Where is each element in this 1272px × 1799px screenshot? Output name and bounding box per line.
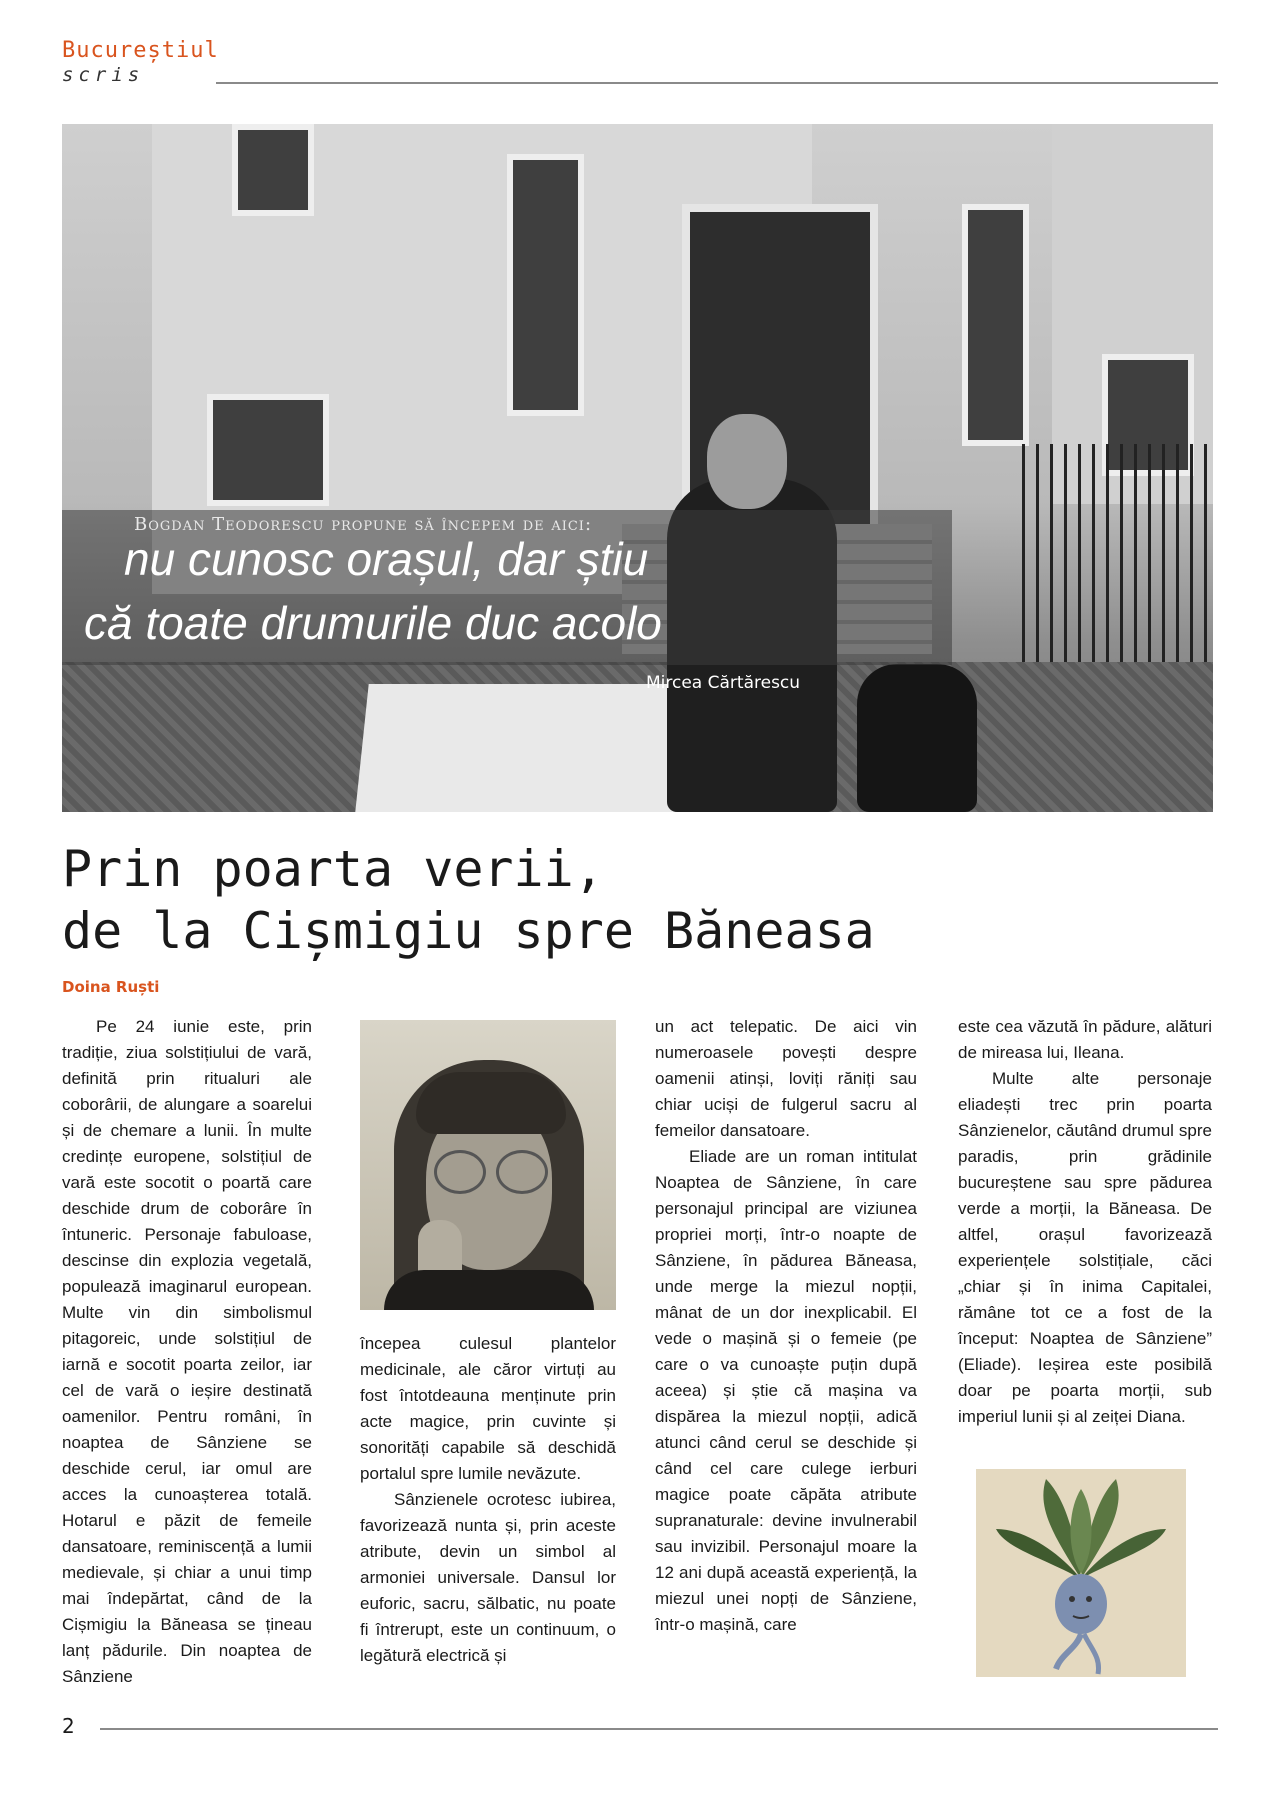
hero-photo	[62, 124, 1213, 812]
paragraph: Multe alte personaje eliadești trec prin poarta Sânzienelor, căutând drumul spre paradis, prin grădinile bucureștene sau spre pădurea verde a morții, la Băneasa. De altfel, orașul favorizează experiențele solstițiale, căci „chiar și în inima Capitalei, rămâne tot ce a fost de la început: Noaptea de Sânziene” (Eliade). Ieșirea este posibilă doar pe poarta morții, sub imperiul lunii și al zeiței Diana.	[958, 1069, 1212, 1426]
portrait-fringe	[416, 1072, 566, 1134]
window	[207, 394, 329, 506]
portrait-shirt	[384, 1270, 594, 1310]
masthead-subtitle: scris	[62, 64, 145, 86]
person-head	[707, 414, 787, 509]
mandrake-icon	[976, 1469, 1186, 1677]
quote-author: Mircea Cărtărescu	[646, 673, 801, 693]
paragraph: începea culesul plantelor medicinale, ale căror virtuți au fost întotdeauna menținute prin acte magice, prin cuvinte și sonorități capabile să deschidă portalul spre lumile nevăzute.	[360, 1334, 616, 1483]
title-line-1: Prin poarta verii,	[62, 840, 604, 898]
footer-rule	[100, 1728, 1218, 1730]
paragraph: un act telepatic. De aici vin numeroasele povești despre oamenii atinși, loviți răniți sau chiar uciși de fulgerul sacru al femeilor dansatoare.	[655, 1017, 917, 1140]
header-rule	[216, 82, 1218, 84]
column-1	[62, 1014, 312, 1690]
quote-line-1: nu cunosc orașul, dar știu	[124, 533, 649, 585]
title-line-2: de la Cișmigiu spre Băneasa	[62, 902, 875, 960]
paragraph: Eliade are un roman intitulat Noaptea de Sânziene, în care personajul principal are viziunea propriei morți, într-o noapte de Sânziene, în pădurea Băneasa, unde merge la miezul nopții, mânat de un dor inexplicabil. El vede o mașină și o femeie (pe care o va cunoaște puțin după aceea) și știe că mașina va dispărea la miezul nopții, adică atunci când cerul se deschide și când cel care culege ierburi magice poate căpăta atribute supranaturale: devine invulnerabil sau invizibil. Personajul moare la 12 ani după această experiență, la miezul unei nopți de Sânziene, într-o mașină, care	[655, 1147, 917, 1634]
paragraph: este cea văzută în pădure, alături de mireasa lui, Ileana.	[958, 1017, 1212, 1062]
window	[962, 204, 1029, 446]
masthead	[62, 38, 219, 86]
glasses-icon	[434, 1150, 486, 1194]
window	[232, 124, 314, 216]
hero-caption: Bogdan Teodorescu propune să începem de aici:	[134, 514, 593, 535]
backpack	[857, 664, 977, 812]
mandrake-illustration	[976, 1469, 1186, 1677]
paragraph: Sânzienele ocrotesc iubirea, favorizează nunta și, prin aceste atribute, devin un simbol al armoniei universale. Dansul lor euforic, sacru, sălbatic, nu poate fi întrerupt, este un continuum, o legătură electrică și	[360, 1490, 616, 1665]
page-number: 2	[62, 1714, 75, 1738]
article-title	[62, 838, 875, 962]
glasses-icon	[496, 1150, 548, 1194]
article-author: Doina Ruști	[62, 978, 160, 996]
masthead-title: Bucureștiul	[62, 38, 219, 63]
paragraph: Pe 24 iunie este, prin tradiție, ziua solstițiului de vară, definită prin ritualuri ale coborârii, de alungare a soarelui și de chemare a lunii. În multe credințe europene, solstițiul de vară este socotit o poartă care deschide drum de coborâre în întuneric. Personaje fabuloase, descinse din explozia vegetală, populează imaginarul european. Multe vin din simbolismul pitagoreic, unde solstițiul de iarnă e socotit poarta zeilor, iar cel de vară o ieșire destinată oamenilor. Pentru români, în noaptea de Sânziene se deschide cerul, iar omul are acces la cunoașterea totală. Hotarul e păzit de femeile dansatoare, reminiscență a lumii medievale, și chiar a unui timp mai îndepărtat, când de la Cișmigiu la Băneasa se țineau lanț pădurile. Din noaptea de Sânziene	[62, 1017, 312, 1686]
table	[355, 684, 708, 812]
column-3	[655, 1014, 917, 1638]
author-portrait	[360, 1020, 616, 1310]
column-4	[958, 1014, 1212, 1430]
quote-line-2: că toate drumurile duc acolo	[84, 597, 662, 649]
column-2	[360, 1331, 616, 1669]
window	[507, 154, 584, 416]
